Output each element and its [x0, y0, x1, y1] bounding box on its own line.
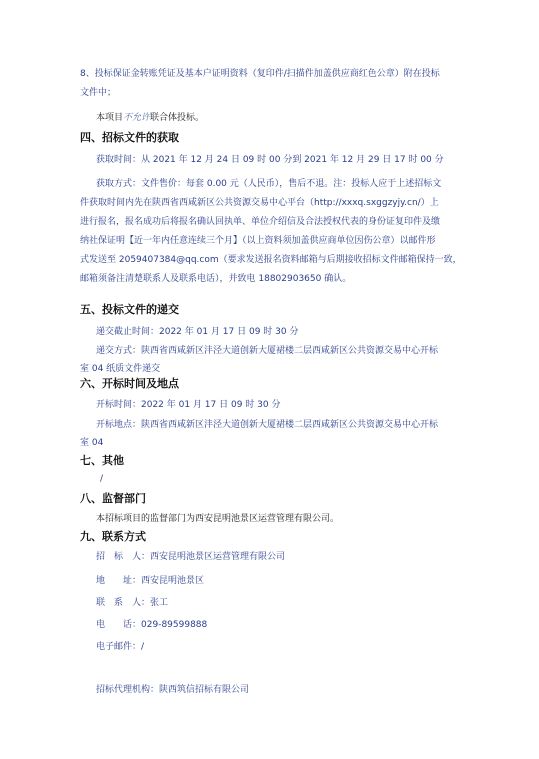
- consortium-suffix: 联合体投标。: [150, 113, 205, 123]
- obtain-method-line-3: 进行报名，报名成功后将报名确认回执单、单位介绍信及合法授权代表的身份证复印件及缴: [80, 217, 441, 227]
- opening-place-line-2: 室 04: [80, 438, 104, 448]
- contact-row-email: [96, 641, 144, 653]
- contact-value: 西安昆明池景区: [141, 576, 205, 586]
- contact-row-tenderer: [96, 551, 285, 563]
- submit-deadline: 递交截止时间：2022 年 01 月 17 日 09 时 30 分: [96, 327, 299, 337]
- contact-value: /: [141, 642, 145, 652]
- section-5-heading: 五、投标文件的递交: [80, 303, 179, 316]
- section-9-heading: 九、联系方式: [80, 530, 146, 543]
- contact-label: 电 话：: [96, 620, 142, 630]
- obtain-method-line-4: 纳社保证明【近一年内任意连续三个月】（以上资料须加盖供应商单位因伤公章）以邮件形: [80, 236, 436, 246]
- section-7-heading: 七、其他: [80, 454, 124, 467]
- obtain-method-line-2: 件获取时间内先在陕西省西咸新区公共资源交易中心平台（http://xxxq.sxggzyjy.cn/）上: [80, 198, 439, 208]
- contact-value: 029-89599888: [141, 620, 208, 630]
- consortium-prefix: 本项目: [96, 113, 124, 123]
- obtain-method-line-1: 获取方式：文件售价：每套 0.00 元（人民币），售后不退。注：投标人应于上述招标文: [96, 179, 442, 189]
- contact-label: 电子邮件：: [96, 642, 142, 652]
- agency-line: 招标代理机构：陕西筑信招标有限公司: [96, 685, 250, 695]
- opening-time: 开标时间：2022 年 01 月 17 日 09 时 30 分: [96, 400, 281, 410]
- contact-label: 招 标 人：: [96, 552, 151, 562]
- contact-value: 西安昆明池景区运营管理有限公司: [150, 552, 286, 562]
- other-content: /: [100, 474, 104, 484]
- contact-row-address: [96, 575, 204, 587]
- contact-row-phone: [96, 619, 207, 631]
- contact-label: 地 址：: [96, 576, 142, 586]
- s8-line-2: 文件中；: [80, 88, 117, 98]
- consortium-line: [96, 112, 204, 124]
- section-4-heading: 四、招标文件的获取: [80, 131, 179, 144]
- contact-label: 联 系 人：: [96, 598, 151, 608]
- section-8-heading: 八、监督部门: [80, 492, 146, 505]
- s8-line-1: 8、投标保证金转账凭证及基本户证明资料（复印件/扫描件加盖供应商红色公章）附在投标: [80, 69, 440, 79]
- contact-value: 张工: [150, 598, 169, 608]
- section-6-heading: 六、开标时间及地点: [80, 377, 179, 390]
- submit-method-line-1: 递交方式：陕西省西咸新区沣泾大道创新大厦裙楼二层西咸新区公共资源交易中心开标: [96, 346, 439, 356]
- opening-place-line-1: 开标地点：陕西省西咸新区沣泾大道创新大厦裙楼二层西咸新区公共资源交易中心开标: [96, 420, 439, 430]
- contact-row-person: [96, 597, 168, 609]
- obtain-method-line-5: 式发送至 2059407384@qq.com（要求发送报名资料邮箱与后期接收招标文件邮箱保持一致，: [80, 255, 462, 265]
- consortium-value: 不允许: [123, 113, 151, 123]
- submit-method-line-2: 室 04 纸质文件递交: [80, 364, 161, 374]
- obtain-method-line-6: 邮箱须备注清楚联系人及联系电话），并致电 18802903650 确认。: [80, 274, 352, 284]
- supervision-content: 本招标项目的监督部门为西安昆明池景区运营管理有限公司。: [96, 514, 340, 524]
- obtain-time: 获取时间：从 2021 年 12 月 24 日 09 时 00 分到 2021 年 12 月 29 日 17 时 00 分: [96, 155, 444, 165]
